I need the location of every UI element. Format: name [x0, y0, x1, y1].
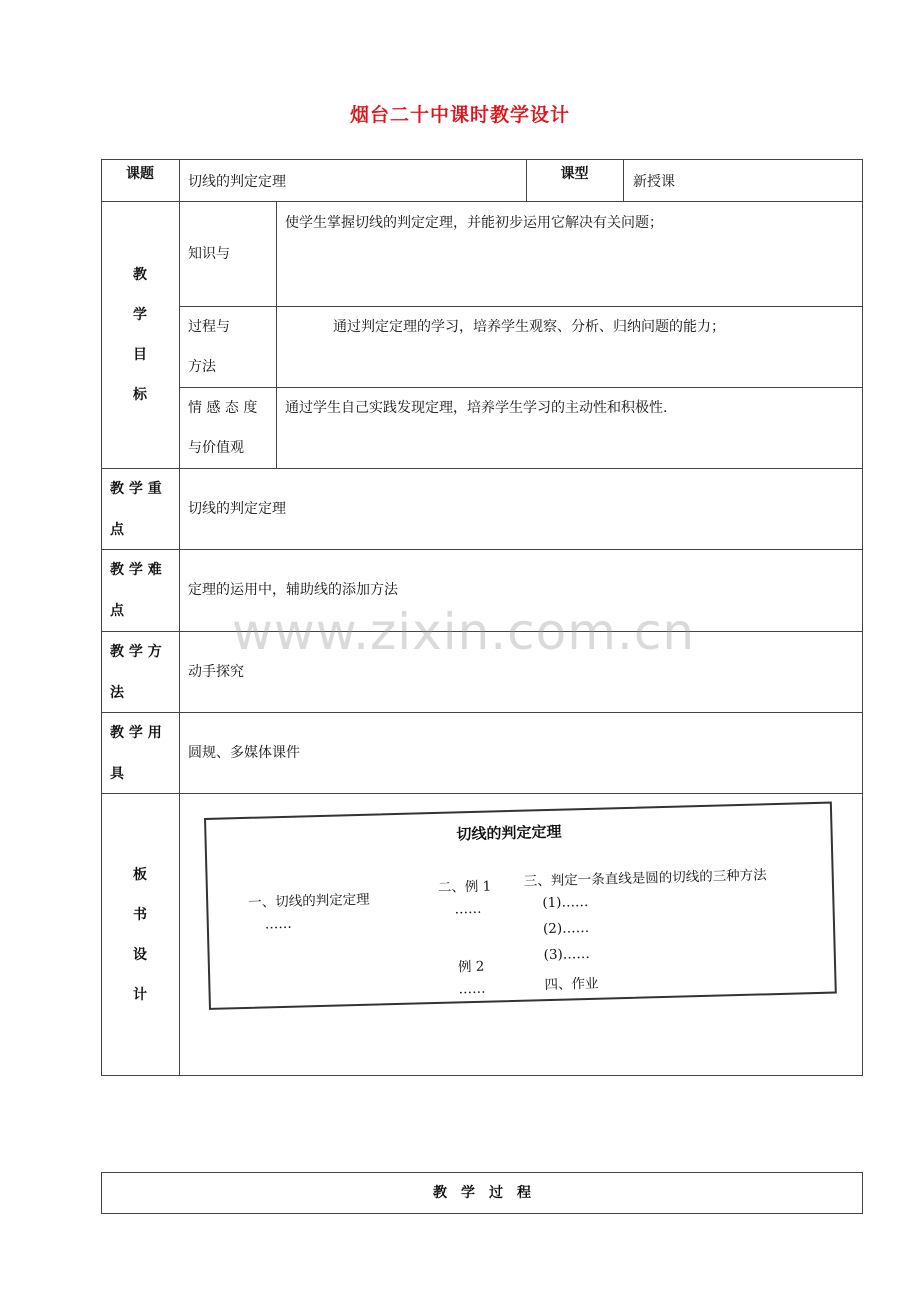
difficulty-label-line2: 点	[110, 603, 124, 619]
board-method-3: (3)……	[543, 945, 591, 964]
method-label-line1: 教 学 方	[110, 644, 162, 660]
board-section-2-dots: ……	[454, 900, 482, 918]
board-example-2-dots: ……	[458, 980, 486, 998]
knowledge-text: 使学生掌握切线的判定定理，并能初步运用它解决有关问题；	[285, 215, 663, 231]
board-method-1: (1)……	[542, 893, 589, 912]
watermark: www.zixin.com.cn	[232, 603, 696, 661]
page-title: 烟台二十中课时教学设计	[349, 104, 570, 126]
tools-label-line2: 具	[110, 766, 124, 782]
board-section-1: 一、切线的判定定理	[248, 891, 370, 911]
topic-label: 课题	[126, 166, 154, 182]
key-point-value: 切线的判定定理	[188, 501, 286, 517]
emotion-label-line1: 情 感 态 度	[188, 400, 258, 416]
key-point-label-line2: 点	[110, 522, 124, 538]
method-label-line2: 法	[110, 685, 124, 701]
difficulty-value: 定理的运用中，辅助线的添加方法	[188, 582, 398, 598]
key-point-label-line1: 教 学 重	[110, 481, 162, 497]
blackboard-sketch	[204, 802, 837, 1010]
process-label-line1: 过程与	[188, 319, 230, 335]
process-label-line2: 方法	[188, 359, 216, 375]
emotion-text: 通过学生自己实践发现定理，培养学生学习的主动性和积极性.	[285, 400, 668, 416]
board-example-2: 例 2	[457, 958, 485, 976]
type-value: 新授课	[633, 174, 675, 190]
tools-value: 圆规、多媒体课件	[188, 745, 300, 761]
method-value: 动手探究	[188, 664, 244, 680]
board-section-4: 四、作业	[544, 975, 599, 994]
board-method-2: (2)……	[542, 919, 590, 938]
process-title: 教 学 过 程	[433, 1185, 531, 1201]
difficulty-label-line1: 教 学 难	[110, 562, 162, 578]
tools-label-line1: 教 学 用	[110, 725, 162, 741]
process-text: 通过判定定理的学习，培养学生观察、分析、归纳问题的能力；	[333, 319, 725, 335]
board-section-2: 二、例 1	[437, 878, 492, 896]
type-label: 课型	[560, 166, 589, 182]
topic-value: 切线的判定定理	[188, 174, 286, 190]
emotion-label-line2: 与价值观	[188, 440, 244, 456]
board-section-3: 三、判定一条直线是圆的切线的三种方法	[523, 867, 767, 890]
board-section-1-dots: ……	[264, 915, 293, 933]
objectives-label: 教 学 目 标	[133, 267, 147, 403]
knowledge-label: 知识与	[188, 246, 230, 262]
board-title: 切线的判定定理	[456, 822, 562, 844]
board-design-label: 板 书 设 计	[133, 867, 147, 1003]
